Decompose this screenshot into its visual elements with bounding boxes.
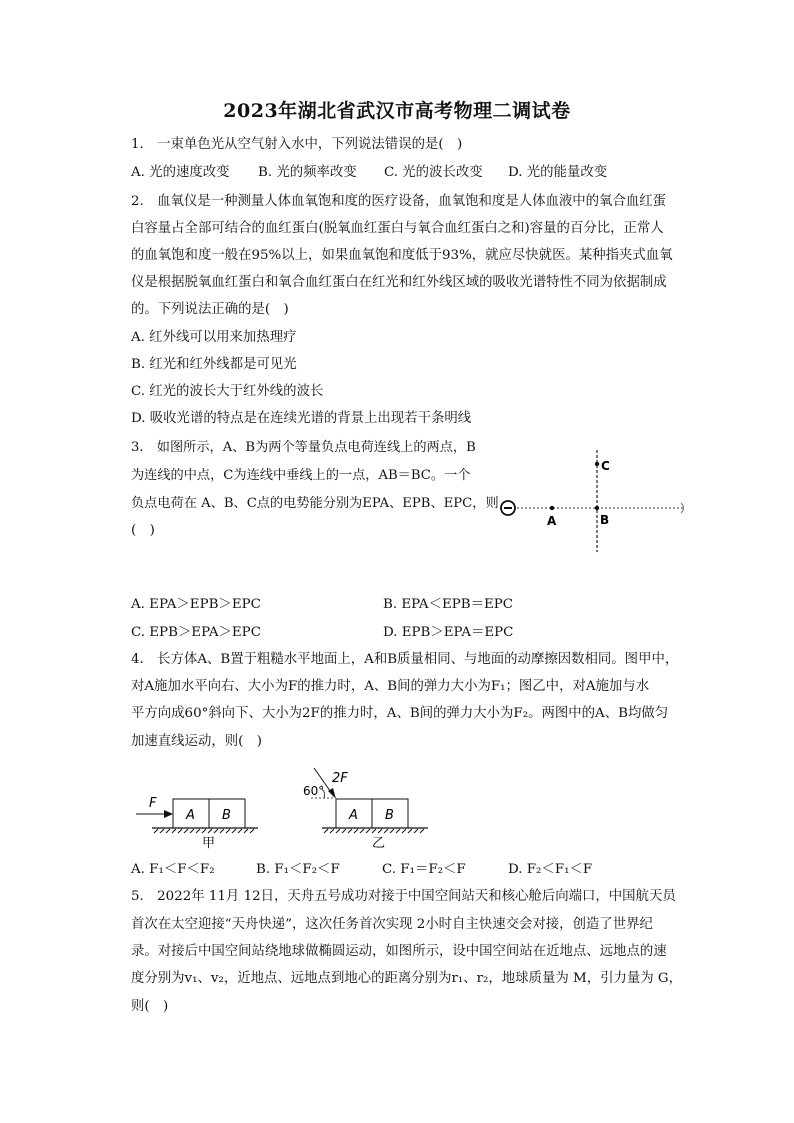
caption-jia: 甲 [202, 836, 216, 851]
q4-line-4: 加速直线运动，则( ) [131, 734, 262, 749]
figure-jia [136, 796, 258, 851]
q4-line-2: 对A施加水平向右、大小为F的推力时，A、B间的弹力大小为F₁；图乙中，对A施加与水 [131, 679, 650, 694]
q3-line-1: 3. 如图所示，A、B为两个等量负点电荷连线上的两点，B [131, 440, 476, 455]
q3-option-c: C. EPB＞EPA＞EPC [131, 625, 261, 640]
q3-option-a: A. EPA＞EPB＞EPC [131, 597, 261, 612]
q3-line-2: 为连线的中点，C为连线中垂线上的一点，AB＝BC。一个 [131, 468, 471, 483]
q2-line-3: 的血氧饱和度一般在95%以上，如果血氧饱和度低于93%，就应尽快就医。某种指夹式血氧 [131, 248, 673, 263]
label-c: C [601, 459, 610, 473]
force-label-f: F [149, 796, 157, 811]
svg-text:B: B [385, 808, 394, 823]
q2-option-a: A. 红外线可以用来加热理疗 [131, 330, 297, 345]
q4-line-3: 平方向成60°斜向下、大小为2F的推力时，A、B间的弹力大小为F₂。两图中的A、B均做匀 [131, 706, 669, 721]
force-label-2f: 2F [332, 771, 348, 786]
q4-blocks-figure [128, 760, 438, 854]
q5-line-1: 5. 2022年 11月 12日，天舟五号成功对接于中国空间站天和核心舱后向端口，中国航天员 [131, 889, 676, 904]
q3-option-d: D. EPB＞EPA＝EPC [383, 625, 514, 640]
q2-option-b: B. 红光和红外线都是可见光 [131, 357, 297, 372]
figure-yi [303, 768, 428, 851]
q4-option-d: D. F₂＜F₁＜F [508, 862, 593, 877]
svg-text:A: A [349, 808, 358, 823]
q4-option-b: B. F₁＜F₂＜F [256, 862, 340, 877]
q2-line-2: 白容量占全部可结合的血红蛋白(脱氧血红蛋白与氧合血红蛋白之和)容量的百分比，正常人 [131, 221, 664, 236]
label-a: A [547, 514, 557, 528]
q1-stem: 1. 一束单色光从空气射入水中，下列说法错误的是( ) [131, 137, 463, 152]
q4-line-1: 4. 长方体A、B置于粗糙水平地面上，A和B质量相同、与地面的动摩擦因数相同。图甲中， [131, 652, 679, 667]
q2-line-5: 的。下列说法正确的是( ) [131, 302, 289, 317]
q3-option-b: B. EPA＜EPB＝EPC [383, 597, 514, 612]
force-arrow-icon [164, 810, 173, 818]
q2-option-d: D. 吸收光谱的特点是在连续光谱的背景上出现若干条明线 [131, 411, 472, 426]
q4-option-c: C. F₁＝F₂＜F [382, 862, 466, 877]
point-b-dot [595, 506, 599, 510]
q3-charge-figure [495, 448, 695, 556]
q5-line-2: 首次在太空迎接“天舟快递”，这次任务首次实现 2小时自主快速交会对接，创造了世界纪 [131, 917, 653, 932]
q5-line-5: 则( ) [131, 999, 169, 1014]
label-b: B [600, 513, 610, 527]
q3-line-3: 负点电荷在 A、B、C点的电势能分别为EPA、EPB、EPC，则 [131, 496, 499, 511]
svg-text:A: A [186, 808, 195, 823]
q1-option-b: B. 光的频率改变 [258, 165, 357, 180]
q1-option-c: C. 光的波长改变 [384, 165, 483, 180]
caption-yi: 乙 [372, 836, 386, 851]
q2-option-c: C. 红光的波长大于红外线的波长 [131, 384, 324, 399]
q1-option-d: D. 光的能量改变 [508, 165, 608, 180]
q2-line-4: 仪是根据脱氧血红蛋白和氧合血红蛋白在红光和红外线区域的吸收光谱特性不同为依据制成 [131, 275, 667, 290]
page-title: 2023年湖北省武汉市高考物理二调试卷 [223, 100, 571, 122]
q3-line-4: ( ) [131, 523, 155, 538]
point-a-dot [550, 506, 554, 510]
q5-line-3: 录。对接后中国空间站绕地球做椭圆运动，如图所示，设中国空间站在近地点、远地点的速 [131, 944, 667, 959]
angle-label: 60° [303, 784, 325, 798]
q2-line-1: 2. 血氧仪是一种测量人体血氧饱和度的医疗设备，血氧饱和度是人体血液中的氧合血红蛋 [131, 194, 667, 209]
svg-text:B: B [222, 808, 231, 823]
q4-option-a: A. F₁＜F＜F₂ [131, 862, 215, 877]
point-c-dot [595, 462, 599, 466]
q5-line-4: 度分别为v₁、v₂，近地点、远地点到地心的距离分别为r₁、r₂，地球质量为 M，引力量为 G， [131, 971, 682, 986]
q1-option-a: A. 光的速度改变 [131, 165, 230, 180]
